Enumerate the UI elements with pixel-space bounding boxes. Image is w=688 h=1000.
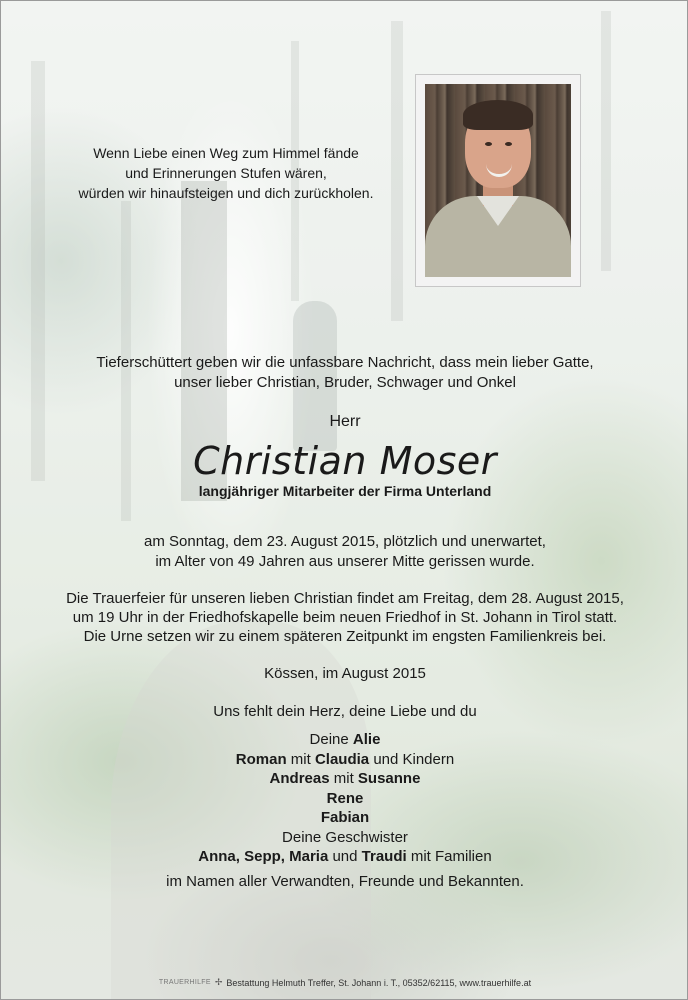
family-line-siblings-label: Deine Geschwister (282, 828, 408, 846)
funeral-line: Die Trauerfeier für unseren lieben Christian findet am Freitag, dem 28. August 2015, (66, 590, 624, 607)
portrait-frame (415, 74, 581, 287)
family-line-andreas (1, 769, 688, 789)
death-line: am Sonntag, dem 23. August 2015, plötzlich und unerwartet, (144, 533, 546, 550)
funeral-details (1, 589, 688, 646)
deceased-name: Christian Moser (193, 439, 497, 483)
family-member-name: Alie (352, 731, 381, 748)
family-list (1, 730, 688, 867)
family-member-name: Susanne (357, 770, 421, 787)
family-line-roman (1, 750, 688, 770)
family-line-rene (1, 789, 688, 809)
family-text: mit (290, 750, 311, 768)
deceased-role: langjähriger Mitarbeiter der Firma Unterland (198, 483, 492, 499)
intro-line: Tieferschüttert geben wir die unfassbare Nachricht, dass mein lieber Gatte, (96, 354, 594, 371)
funeral-line: um 19 Uhr in der Friedhofskapelle beim neuen Friedhof in St. Johann in Tirol statt. (72, 609, 618, 626)
place-and-date: Kössen, im August 2015 (264, 665, 426, 682)
funeral-line: Die Urne setzen wir zu einem späteren Zeitpunkt im engsten Familienkreis bei. (83, 628, 607, 645)
death-notice (1, 532, 688, 572)
closing-line: im Namen aller Verwandten, Freunde und Bekannten. (166, 873, 524, 890)
portrait-hair (463, 100, 533, 130)
announcement-intro (1, 353, 688, 393)
poem-line: und Erinnerungen Stufen wären, (125, 165, 327, 181)
dove-icon: ✢ (214, 977, 223, 987)
portrait-eye (485, 142, 492, 146)
family-member-name: Andreas (269, 770, 330, 787)
poem-line: Wenn Liebe einen Weg zum Himmel fände (93, 145, 359, 161)
family-text: mit (333, 770, 354, 787)
family-member-name: Fabian (320, 809, 370, 826)
family-line-wife (1, 730, 688, 750)
footer (1, 977, 688, 988)
footer-text: Bestattung Helmuth Treffer, St. Johann i. T., 05352/62115, www.trauerhilfe.at (226, 977, 532, 988)
trauerhilfe-logo: TRAUERHILFE (158, 979, 211, 986)
family-member-name: Anna, Sepp, Maria (198, 848, 329, 865)
family-member-name: Claudia (314, 750, 370, 768)
family-text: und (332, 848, 358, 865)
salutation: Herr (329, 413, 361, 430)
poem (41, 143, 411, 203)
family-text: mit Familien (410, 848, 492, 865)
family-member-name: Roman (235, 750, 287, 768)
family-line-siblings (1, 847, 688, 867)
portrait-eye (505, 142, 512, 146)
portrait-photo (425, 84, 571, 277)
poem-line: würden wir hinaufsteigen und dich zurückholen. (78, 185, 374, 201)
family-member-name: Traudi (361, 848, 407, 865)
family-text: Deine (309, 731, 349, 748)
intro-line: unser lieber Christian, Bruder, Schwager und Onkel (174, 374, 516, 391)
death-line: im Alter von 49 Jahren aus unserer Mitte gerissen wurde. (155, 553, 535, 570)
family-line-fabian (1, 808, 688, 828)
family-text: und Kindern (373, 750, 455, 768)
family-member-name: Rene (326, 789, 364, 807)
miss-line: Uns fehlt dein Herz, deine Liebe und du (213, 703, 477, 720)
